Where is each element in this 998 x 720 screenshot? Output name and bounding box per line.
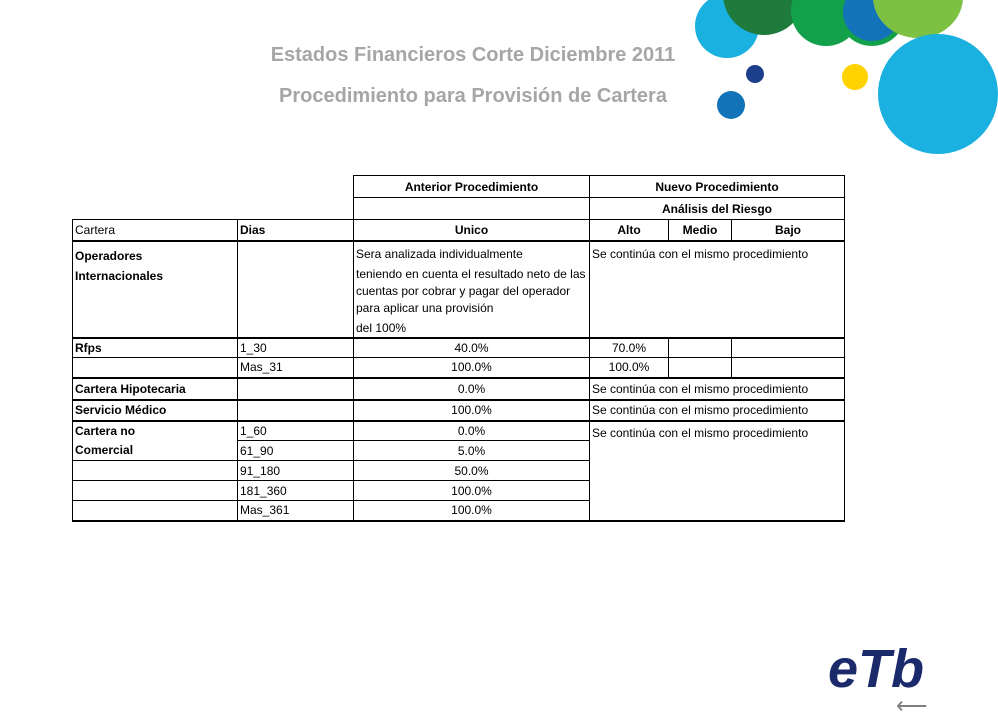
cell-servicio-unico: 100.0% [354,400,590,421]
col-header-unico: Unico [354,220,590,241]
table-row [73,358,845,378]
cell-no-comercial-empty [73,501,238,521]
col-header-medio: Medio [669,220,732,241]
cell-no-comercial-nuevo: Se continúa con el mismo procedimiento [590,421,845,521]
col-header-dias: Dias [238,220,354,241]
etb-logo-text: eTb [828,639,925,699]
cell-bajo [732,358,845,378]
cell-unico: 100.0% [354,501,590,521]
cell-dias: Mas_361 [238,501,354,521]
cell-unico: 0.0% [354,421,590,441]
col-header-bajo: Bajo [732,220,845,241]
table-row [73,421,845,441]
cell-unico: 5.0% [354,441,590,461]
cell-servicio-dias [238,400,354,421]
cell-rfps-empty [73,358,238,378]
cell-no-comercial-empty [73,461,238,481]
operadores-label-line1: Operadores [75,248,143,263]
cell-servicio-nuevo: Se continúa con el mismo procedimiento [590,400,845,421]
operadores-unico-line2: teniendo en cuenta el resultado neto de las cuentas por cobrar y pagar del operador para aplicar una provisión [356,266,586,315]
cell-unico: 100.0% [354,358,590,378]
table-row [73,338,845,358]
table-row-servicio-medico [73,400,845,421]
cell-hipotecaria-label: Cartera Hipotecaria [73,378,238,400]
subheader-row [73,198,845,220]
cell-operadores-unico [354,241,590,338]
cell-unico: 100.0% [354,481,590,501]
cell-medio [669,358,732,378]
group-header-row [73,176,845,198]
cell-dias: 1_60 [238,421,354,441]
cell-unico: 40.0% [354,338,590,358]
cell-dias: 181_360 [238,481,354,501]
cell-alto: 70.0% [590,338,669,358]
page-subtitle: Procedimiento para Provisión de Cartera [279,85,667,107]
table-row-operadores [73,241,845,338]
cell-hipotecaria-dias [238,378,354,400]
header-analisis-riesgo: Análisis del Riesgo [590,198,845,220]
cell-alto: 100.0% [590,358,669,378]
cell-dias: 1_30 [238,338,354,358]
header-nuevo: Nuevo Procedimiento [590,176,845,198]
cell-dias: 91_180 [238,461,354,481]
cell-dias: Mas_31 [238,358,354,378]
cell-operadores-dias [238,241,354,338]
cell-rfps-label: Rfps [73,338,238,358]
cell-no-comercial-label2: Comercial [73,441,238,461]
etb-logo [826,637,925,699]
etb-logo-mark [826,637,925,699]
column-header-row [73,220,845,241]
col-header-cartera: Cartera [73,220,238,241]
col-header-alto: Alto [590,220,669,241]
back-arrow-icon[interactable]: ⟵ [896,693,928,718]
cell-operadores-nuevo: Se continúa con el mismo procedimiento [590,241,845,338]
operadores-unico-line3: del 100% [356,320,407,335]
cell-operadores-label [73,241,238,338]
subheader-empty-cell [354,198,590,220]
table-row-hipotecaria [73,378,845,400]
cell-hipotecaria-unico: 0.0% [354,378,590,400]
cell-bajo [732,338,845,358]
cell-no-comercial-label1: Cartera no [73,421,238,441]
cell-hipotecaria-nuevo: Se continúa con el mismo procedimiento [590,378,845,400]
cell-dias: 61_90 [238,441,354,461]
cell-servicio-label: Servicio Médico [73,400,238,421]
provision-table [72,175,845,522]
operadores-label-line2: Internacionales [75,268,164,283]
header-anterior: Anterior Procedimiento [354,176,590,198]
cell-no-comercial-empty [73,481,238,501]
cell-unico: 50.0% [354,461,590,481]
page-title: Estados Financieros Corte Diciembre 2011 [270,44,676,66]
decor-dot-navy [746,65,764,83]
cell-medio [669,338,732,358]
operadores-unico-line1: Sera analizada individualmente [356,246,523,261]
